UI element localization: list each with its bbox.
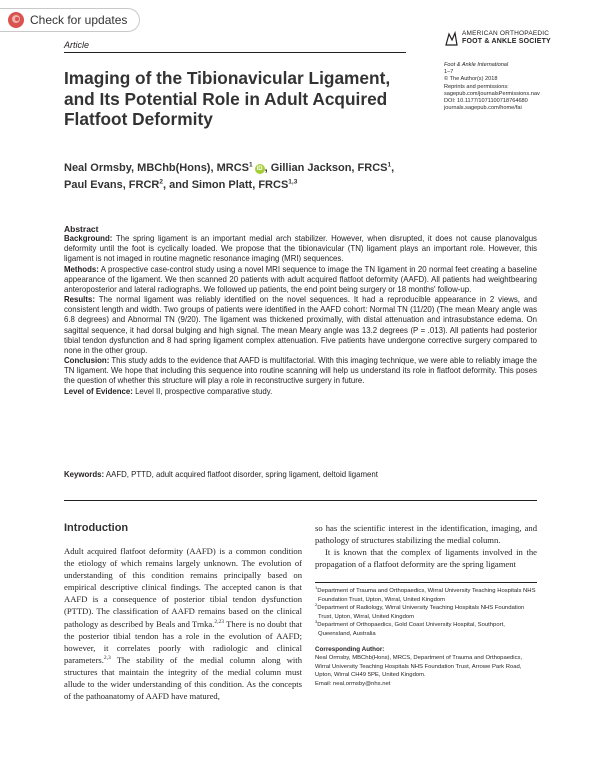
abstract-evidence <box>64 387 537 397</box>
article-type-label: Article <box>64 40 90 50</box>
copyright: © The Author(s) 2018 <box>444 76 498 83</box>
journal-name: Foot & Ankle International <box>444 62 509 68</box>
affiliation-number: 3 <box>315 619 318 625</box>
intro-paragraph-2: It is known that the complex of ligaments involved in the propagation of a flatfoot deformity are the spring ligament <box>315 547 537 570</box>
author-affiliation-sup: 1 <box>248 161 253 169</box>
header-rule <box>64 52 406 53</box>
corresponding-author-heading: Corresponding Author: <box>315 645 385 653</box>
journal-pages: 1–7 <box>444 69 454 76</box>
doi[interactable]: DOI: 10.1177/1071100718764680 <box>444 97 528 104</box>
evidence-label: Level of Evidence: <box>64 386 133 396</box>
orcid-icon[interactable]: iD <box>256 166 263 172</box>
permissions-link[interactable]: sagepub.com/journalsPermissions.nav <box>444 90 540 97</box>
intro-text-a: Adult acquired flatfoot deformity (AAFD) is a common condition the etiology of which remains largely unknown. The evolution of understanding of this condition remains principally based on empirical descriptive clinical findings. The accepted canon is that AAFD is a consequence of posterior tibial tendon dysfunction (PTTD). The classification of AAFD remains based on the clinical pathology as described by Beals and Trnka. <box>64 546 302 629</box>
affiliation-text: Department of Radiology, Wirral University Teaching Hospitals NHS Foundation Trust, Upton, Wirral, United Kingdom <box>317 605 525 620</box>
keywords-label: Keywords: <box>64 470 105 479</box>
body-column-left <box>64 545 302 702</box>
author-jackson: Gillian Jackson, FRCS <box>270 162 388 174</box>
crossmark-icon <box>8 12 24 28</box>
abstract-conclusion <box>64 356 537 386</box>
corresponding-author-email[interactable]: Email: neal.ormsby@nhs.net <box>315 680 391 687</box>
results-label: Results: <box>64 295 95 305</box>
journal-link[interactable]: journals.sagepub.com/home/fai <box>444 105 522 112</box>
author-affiliation-sup: 1 <box>387 161 392 169</box>
society-logo-icon <box>444 31 459 47</box>
keywords <box>64 470 537 480</box>
conclusion-text: This study adds to the evidence that AAFD is multifactorial. With this imaging technique, we were able to reliably image the TN ligament. We hope that including this sequence into routine scanning will help us understand its role in flatfoot deformity. This poses the question of whether this structure will play a role in reconstructive surgery in future. <box>64 356 537 386</box>
section-rule <box>64 500 537 501</box>
affiliation-3 <box>315 621 537 638</box>
article-title: Imaging of the Tibionavicular Ligament, and Its Potential Role in Adult Acquired Flatfoot Deformity <box>64 68 391 129</box>
check-for-updates-badge[interactable] <box>0 8 140 32</box>
corresponding-author-text: Neal Ormsby, MBChb(Hons), MRCS, Department of Trauma and Orthopaedics, Wirral University Teaching Hospitals NHS Foundation Trust, Arrowe Park Road, Upton, Wirral CH49 5PE, United Kingdom. <box>315 655 523 679</box>
author-affiliation-sup: 1,3 <box>288 178 298 186</box>
society-name-line1: AMERICAN ORTHOPAEDIC <box>462 30 550 37</box>
background-text: The spring ligament is an important medial arch stabilizer. However, when disrupted, it does not cause planovalgus deformity until the foot is cyclically loaded. We propose that the tibionavicular (TN) ligament plays an important role. However, this ligament is not imaged in routine magnetic resonance imaging (MRI) sequences. <box>64 234 537 264</box>
intro-paragraph-1-continued: so has the scientific interest in the identification, imaging, and pathology of structures stabilizing the medial column. <box>315 523 537 546</box>
affiliation-1 <box>315 587 537 604</box>
footnote-rule <box>315 582 537 583</box>
society-logo <box>444 29 554 51</box>
check-for-updates-label: Check for updates <box>30 13 128 27</box>
footnotes <box>315 587 537 689</box>
abstract-methods <box>64 265 537 295</box>
reprints-label: Reprints and permissions: <box>444 83 509 90</box>
methods-text: A prospective case-control study using a novel MRI sequence to image the TN ligament in 20 normal feet creating a baseline appearance of the ligament. We then scanned 20 patients with adult acquired flatfoot deformity (AAFD). All patients had weightbearing anteroposterior and lateral radiographs. We followed up patients, the end point being surgery or 18 months' follow-up. <box>64 264 537 294</box>
abstract-results <box>64 295 537 356</box>
intro-text-b: There is no doubt that the posterior tibial tendon has a role in the evolution of AAFD; however, it correlates poorly with radiologic and clinical parameters. <box>64 618 302 665</box>
intro-paragraph-1 <box>64 545 302 702</box>
citation-ref[interactable]: 2,23 <box>214 618 224 625</box>
affiliation-text: Department of Orthopaedics, Gold Coast University Hospital, Southport, Queensland, Australia <box>317 622 505 637</box>
results-text: The normal ligament was reliably identified on the novel sequences. It had a reproducible appearance in 2 views, and consistent length and width. Two groups of patients were identified in the AAFD cohort: Normal TN (11/20) (The mean Meary angle was 6.8 degrees) and Abnormal TN (9/20). The ligament was thickened proximally, with distal attenuation and intrasubstance edema. On sagittal sequence, it had dorsal bulging and high signal. The mean Meary angle was 13.2 degrees (P = .013). All patients had posterior tibial tendon dysfunction and 8 had spring ligament complex attenuation. Five patients have undergone corrective surgery compared to none in the other group. <box>64 295 537 355</box>
abstract <box>64 224 537 397</box>
intro-text-c: The stability of the medial column along with structures that maintain the integrity of the medial column must allude to the wider understanding of this condition. As the concepts of the pathoanatomy of AAFD have matured, <box>64 654 302 702</box>
journal-meta <box>444 62 540 112</box>
keywords-text: AAFD, PTTD, adult acquired flatfoot disorder, spring ligament, deltoid ligament <box>105 470 378 479</box>
background-label: Background: <box>64 234 113 244</box>
author-affiliation-sup: 2 <box>159 178 163 186</box>
society-name-line2: FOOT & ANKLE SOCIETY <box>462 38 551 45</box>
body-column-right <box>315 522 537 570</box>
abstract-background <box>64 234 537 264</box>
affiliation-number: 2 <box>315 602 318 608</box>
affiliation-2 <box>315 604 537 621</box>
author-evans: Paul Evans, FRCR <box>64 179 160 191</box>
methods-label: Methods: <box>64 264 99 274</box>
evidence-text: Level II, prospective comparative study. <box>135 386 273 396</box>
conclusion-label: Conclusion: <box>64 356 110 366</box>
author-list: Neal Ormsby, MBChb(Hons), MRCS$^1$iD , Gillian Jackson, FRCS$^1$, Paul Evans, FRCR$^2$, and Simon Platt, FRCS$^{1,3}$ <box>64 161 395 191</box>
citation-ref[interactable]: 2,3 <box>103 654 111 661</box>
author-platt: Simon Platt, FRCS <box>191 179 289 191</box>
affiliation-text: Department of Trauma and Orthopaedics, Wirral University Teaching Hospitals NHS Foundation Trust, Upton, Wirral, United Kingdom <box>317 588 536 603</box>
affiliation-number: 1 <box>315 585 318 591</box>
author-ormsby: Neal Ormsby, MBChb(Hons), MRCS <box>64 162 249 174</box>
abstract-heading: Abstract <box>64 224 99 234</box>
introduction-heading: Introduction <box>64 522 129 534</box>
